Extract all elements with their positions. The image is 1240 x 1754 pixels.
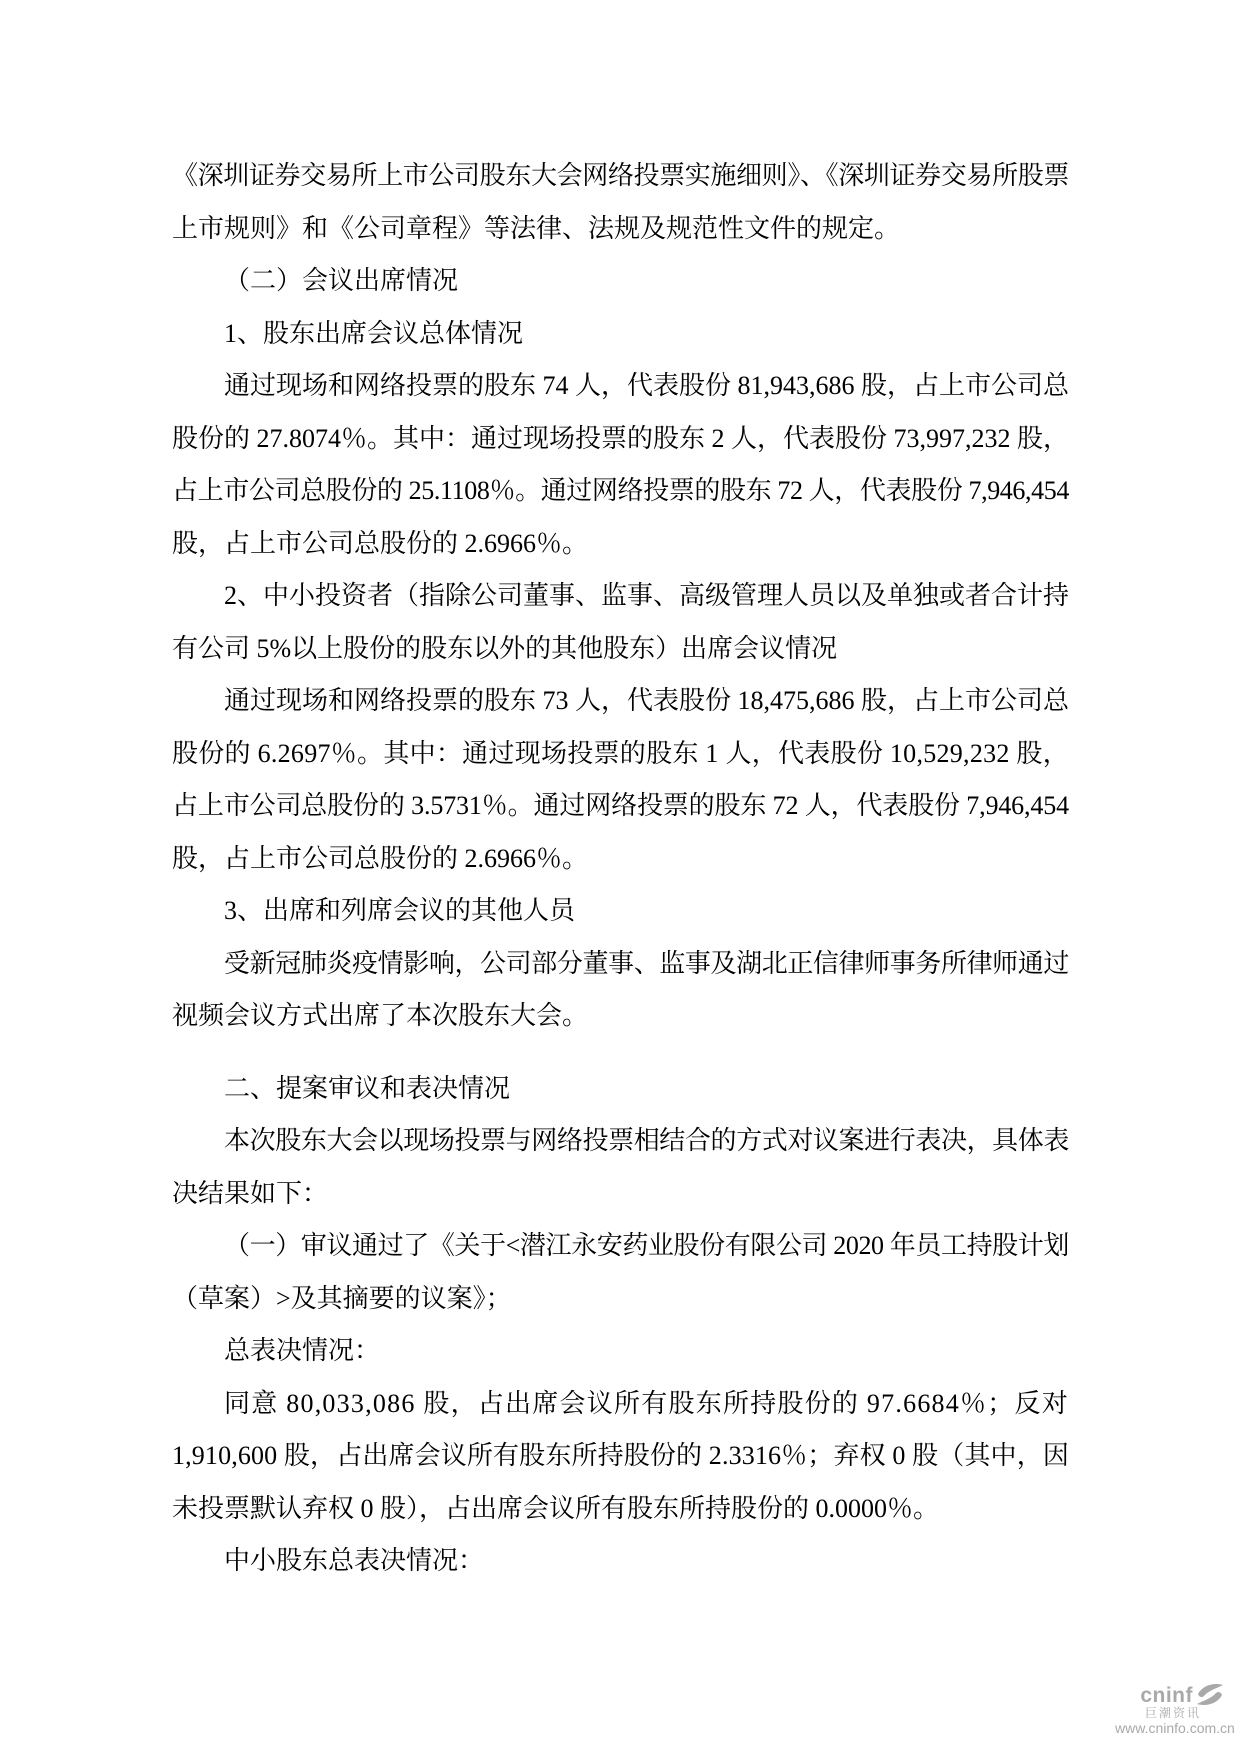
text-line-content: 中小股东总表决情况： [224, 1546, 485, 1575]
text-line-content: 1、股东出席会议总体情况 [224, 318, 524, 348]
text-line-content: （二）会议出席情况 [224, 266, 459, 295]
text-line-content: （草案）>及其摘要的议案》； [172, 1283, 512, 1313]
text-line [172, 1483, 1069, 1536]
text-line [172, 1273, 1069, 1326]
text-line-content: 3、出席和列席会议的其他人员 [224, 896, 576, 925]
text-line-content: 占上市公司总股份的 3.5731％。通过网络投票的股东 72 人，代表股份 7,946,454 [172, 791, 1069, 820]
text-line-content: 未投票默认弃权 0 股），占出席会议所有股东所持股份的 0.0000％。 [172, 1493, 940, 1523]
text-line [172, 465, 1069, 518]
text-line [172, 1220, 1069, 1273]
text-line [172, 885, 1069, 938]
text-line [172, 675, 1069, 728]
text-line-content: 股份的 6.2697％。其中：通过现场投票的股东 1 人，代表股份 10,529,232 股， [172, 738, 1069, 768]
text-line [172, 413, 1069, 466]
text-line-content: 本次股东大会以现场投票与网络投票相结合的方式对议案进行表决，具体表 [224, 1126, 1069, 1155]
text-line [172, 728, 1069, 781]
text-line-content: （一）审议通过了《关于<潜江永安药业股份有限公司 2020 年员工持股计划 [224, 1231, 1069, 1260]
text-line [172, 1325, 1069, 1378]
text-line [172, 1063, 1069, 1116]
text-line [172, 570, 1069, 623]
text-line-content: 通过现场和网络投票的股东 73 人，代表股份 18,475,686 股，占上市公司总 [224, 686, 1069, 715]
document-body [172, 150, 1069, 1588]
text-line-content: 二、提案审议和表决情况 [224, 1073, 511, 1103]
text-line-content: 受新冠肺炎疫情影响，公司部分董事、监事及湖北正信律师事务所律师通过 [224, 948, 1069, 978]
text-line-content: 上市规则》和《公司章程》等法律、法规及规范性文件的规定。 [172, 213, 901, 243]
text-line [172, 1430, 1069, 1483]
text-line [172, 1535, 1069, 1588]
text-line [172, 150, 1069, 203]
text-line [172, 360, 1069, 413]
text-line-content: 1,910,600 股，占出席会议所有股东所持股份的 2.3316％；弃权 0 股（其中，因 [172, 1441, 1069, 1470]
cninfo-chinese-name: 巨潮资讯 [1144, 1706, 1201, 1720]
text-line [172, 308, 1069, 361]
cninfo-swoosh-icon [1196, 1683, 1224, 1707]
text-line-content: 股，占上市公司总股份的 2.6966％。 [172, 528, 589, 558]
text-line [172, 1115, 1069, 1168]
cninfo-logo [1115, 1682, 1233, 1736]
text-line [172, 938, 1069, 991]
text-line-content: 有公司 5%以上股份的股东以外的其他股东）出席会议情况 [172, 633, 838, 663]
text-line [172, 255, 1069, 308]
text-line [172, 990, 1069, 1043]
text-line-content: 决结果如下： [172, 1178, 329, 1208]
text-line [172, 1168, 1069, 1221]
text-line [172, 518, 1069, 571]
text-line-content: 视频会议方式出席了本次股东大会。 [172, 1001, 589, 1030]
text-line [172, 780, 1069, 833]
text-line [172, 1378, 1069, 1431]
text-line-content: 2、中小投资者（指除公司董事、监事、高级管理人员以及单独或者合计持 [224, 581, 1069, 610]
text-line-content: 同意 80,033,086 股，占出席会议所有股东所持股份的 97.6684％；反对 [224, 1388, 1069, 1418]
text-line-content: 总表决情况： [224, 1336, 381, 1365]
text-line [172, 623, 1069, 676]
cninfo-logo-top-row [1115, 1682, 1233, 1708]
text-line-content: 股，占上市公司总股份的 2.6966％。 [172, 843, 589, 873]
cninfo-brand-text: cninf [1140, 1683, 1193, 1707]
cninfo-url: www.cninfo.com.cn [1115, 1720, 1235, 1736]
text-line-content: 占上市公司总股份的 25.1108％。通过网络投票的股东 72 人，代表股份 7,946,454 [172, 476, 1069, 505]
text-line-content: 股份的 27.8074％。其中：通过现场投票的股东 2 人，代表股份 73,997,232 股， [172, 423, 1069, 453]
text-line [172, 833, 1069, 886]
text-line-content: 《深圳证券交易所上市公司股东大会网络投票实施细则》、《深圳证券交易所股票 [172, 161, 1069, 190]
text-line-content: 通过现场和网络投票的股东 74 人，代表股份 81,943,686 股，占上市公司总 [224, 371, 1069, 400]
text-line [172, 203, 1069, 256]
